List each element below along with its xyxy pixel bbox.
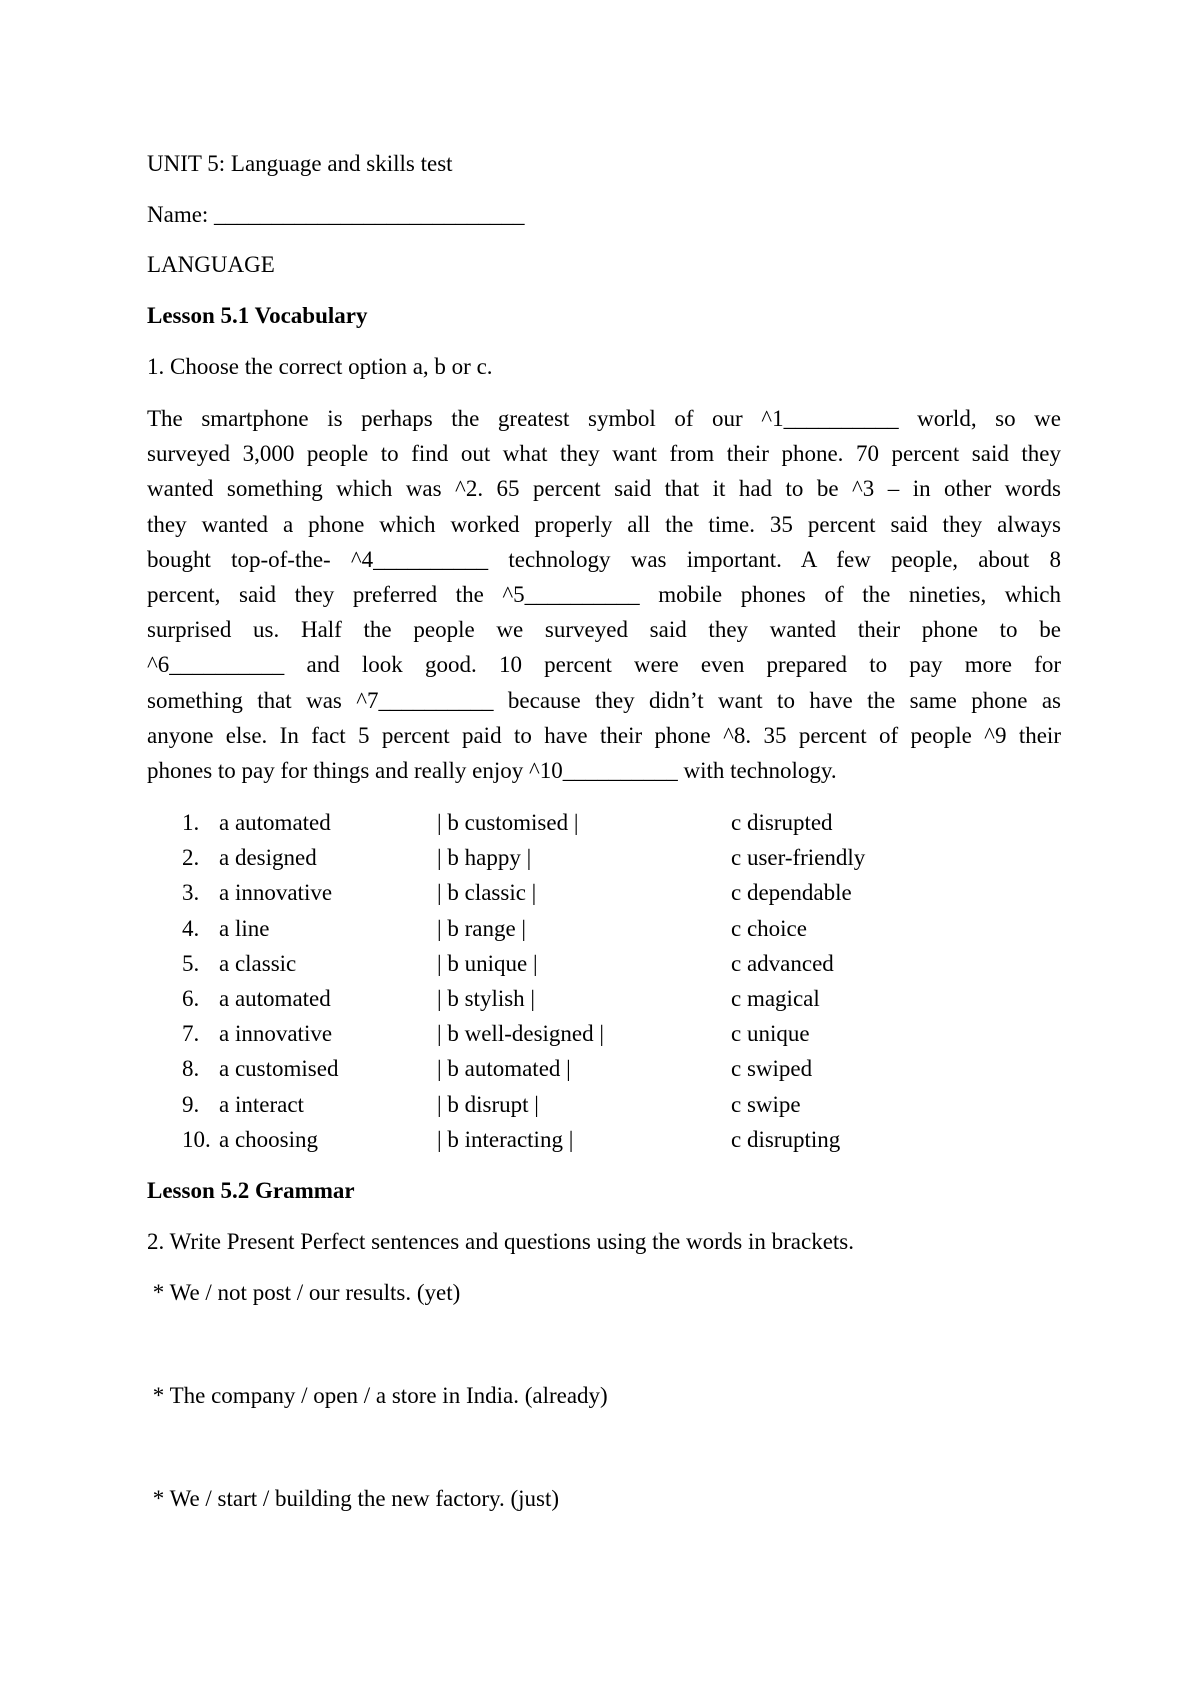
option-b: | b automated | — [437, 1056, 571, 1082]
option-c: c unique — [731, 1021, 810, 1047]
paragraph-line: something that was ^7__________ because they didn’t want to have the same phone as — [147, 687, 1061, 713]
option-b: | b classic | — [437, 880, 537, 906]
paragraph-line: surprised us. Half the people we surveyed said they wanted their phone to be — [147, 617, 1061, 643]
paragraph-line: wanted something which was ^2. 65 percent said that it had to be ^3 – in other words — [147, 476, 1061, 502]
item-number: 6. — [182, 985, 200, 1011]
option-a: a classic — [219, 950, 297, 976]
option-b: | b range | — [437, 915, 527, 941]
option-a: a innovative — [219, 880, 333, 906]
item-number: 5. — [182, 950, 200, 976]
option-a: a automated — [219, 810, 331, 835]
option-a: a automated — [219, 985, 331, 1011]
option-c: c swiped — [731, 1056, 813, 1082]
option-a: a customised — [219, 1056, 339, 1082]
exercise-item: * We / not post / our results. (yet) — [147, 1280, 461, 1305]
option-c: c disrupting — [731, 1126, 841, 1152]
option-a: a designed — [219, 845, 317, 871]
option-b: | b stylish | — [437, 985, 536, 1011]
option-row — [147, 1055, 1061, 1090]
option-row — [147, 879, 1061, 914]
paragraph-line: bought top-of-the- ^4__________ technology was important. A few people, about 8 — [147, 546, 1061, 572]
item-number: 10. — [182, 1126, 211, 1152]
paragraph-line: anyone else. In fact 5 percent paid to have their phone ^8. 35 percent of people ^9 their — [147, 722, 1061, 748]
option-b: | b interacting | — [437, 1126, 574, 1152]
option-c: c user-friendly — [731, 845, 866, 871]
option-c: c dependable — [731, 880, 852, 906]
option-b: | b happy | — [437, 845, 532, 871]
option-b: | b customised | — [437, 810, 579, 835]
option-row — [147, 1091, 1061, 1126]
option-row — [147, 1126, 1061, 1161]
options-list — [147, 809, 1061, 1161]
item-number: 7. — [182, 1021, 200, 1047]
instruction: 2. Write Present Perfect sentences and questions using the words in brackets. — [147, 1229, 855, 1254]
item-number: 4. — [182, 915, 200, 941]
option-row — [147, 809, 1061, 844]
name-field[interactable]: Name: ___________________________ — [147, 202, 525, 227]
paragraph-line: surveyed 3,000 people to find out what they want from their phone. 70 percent said they — [147, 441, 1061, 467]
option-row — [147, 1020, 1061, 1055]
item-number: 1. — [182, 810, 200, 835]
lesson-heading: Lesson 5.2 Grammar — [147, 1178, 355, 1203]
instruction: 1. Choose the correct option a, b or c. — [147, 354, 493, 379]
option-c: c disrupted — [731, 810, 833, 835]
option-b: | b well-designed | — [437, 1021, 604, 1047]
option-c: c choice — [731, 915, 807, 941]
option-c: c swipe — [731, 1091, 801, 1117]
paragraph-line: The smartphone is perhaps the greatest symbol of our ^1__________ world, so we — [147, 406, 1061, 431]
item-number: 8. — [182, 1056, 200, 1082]
option-row — [147, 844, 1061, 879]
option-b: | b disrupt | — [437, 1091, 539, 1117]
paragraph-line: they wanted a phone which worked properly all the time. 35 percent said they always — [147, 511, 1061, 537]
page-title: UNIT 5: Language and skills test — [147, 151, 453, 176]
lesson-heading: Lesson 5.1 Vocabulary — [147, 303, 368, 328]
paragraph-line: ^6__________ and look good. 10 percent were even prepared to pay more for — [147, 652, 1061, 678]
option-row — [147, 915, 1061, 950]
section-heading: LANGUAGE — [147, 252, 275, 277]
option-a: a line — [219, 915, 270, 941]
exercise-item: * The company / open / a store in India. (already) — [147, 1383, 608, 1408]
item-number: 3. — [182, 880, 200, 906]
exercise-item: * We / start / building the new factory. (just) — [147, 1486, 560, 1511]
item-number: 9. — [182, 1091, 200, 1117]
option-row — [147, 985, 1061, 1020]
item-number: 2. — [182, 845, 200, 871]
option-a: a innovative — [219, 1021, 333, 1047]
option-a: a interact — [219, 1091, 304, 1117]
option-c: c advanced — [731, 950, 834, 976]
option-row — [147, 950, 1061, 985]
paragraph-line: percent, said they preferred the ^5__________ mobile phones of the nineties, which — [147, 581, 1061, 607]
gap-fill-paragraph — [147, 405, 1061, 792]
option-b: | b unique | — [437, 950, 538, 976]
option-a: a choosing — [219, 1126, 319, 1152]
option-c: c magical — [731, 985, 820, 1011]
paragraph-line: phones to pay for things and really enjoy ^10__________ with technology. — [147, 757, 837, 783]
